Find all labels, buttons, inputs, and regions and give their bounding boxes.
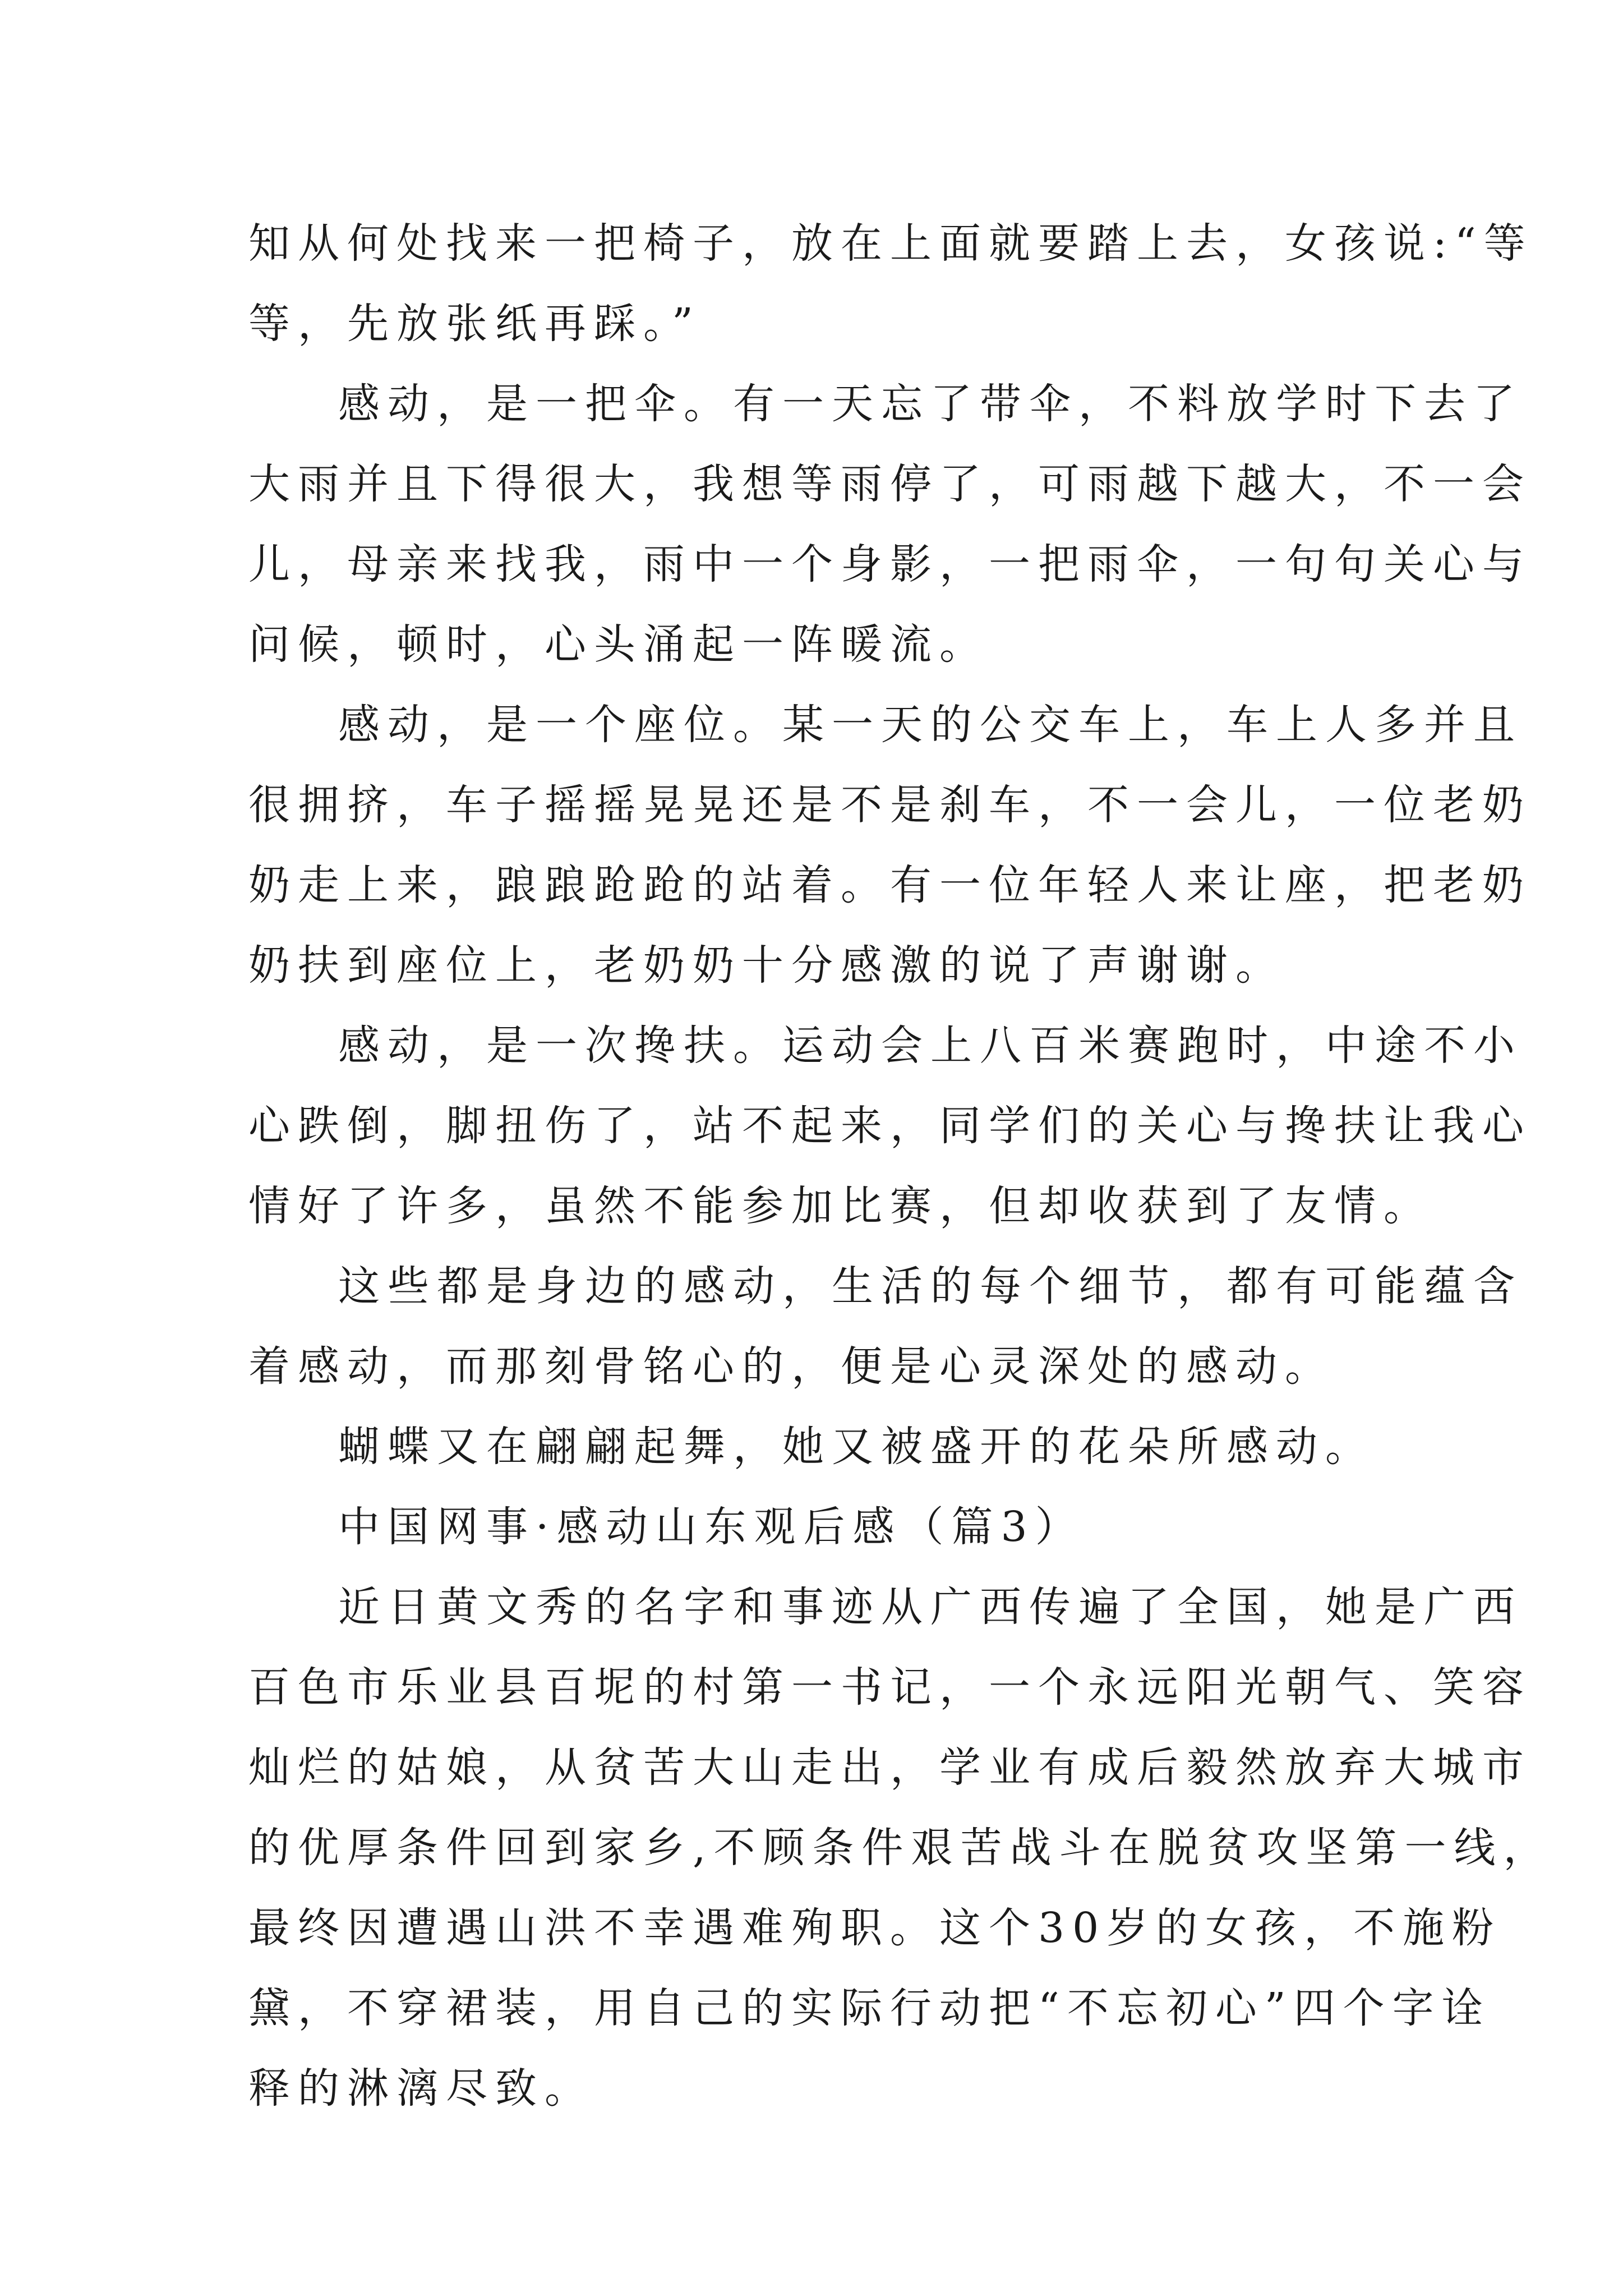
text-line: 问候，顿时，心头涌起一阵暖流。: [248, 620, 989, 669]
text-line: 感动，是一次搀扶。运动会上八百米赛跑时，中途不小: [338, 1022, 1523, 1070]
text-line: 感动，是一个座位。某一天的公交车上，车上人多并且: [338, 701, 1523, 749]
text-line: 百色市乐业县百坭的村第一书记，一个永远阳光朝气、笑容: [248, 1663, 1532, 1711]
text-line: 等，先放张纸再踩。”: [248, 300, 701, 348]
text-line: 情好了许多，虽然不能参加比赛，但却收获到了友情。: [248, 1182, 1433, 1230]
text-line: 心跌倒，脚扭伤了，站不起来，同学们的关心与搀扶让我心: [248, 1102, 1532, 1150]
text-line: 感动，是一把伞。有一天忘了带伞，不料放学时下去了: [338, 380, 1523, 428]
text-line: 大雨并且下得很大，我想等雨停了，可雨越下越大，不一会: [248, 460, 1532, 508]
text-line: 儿，母亲来找我，雨中一个身影，一把雨伞，一句句关心与: [248, 540, 1532, 588]
text-line: 的优厚条件回到家乡,不顾条件艰苦战斗在脱贫攻坚第一线，: [248, 1824, 1553, 1872]
text-line: 中国网事·感动山东观后感（篇3）: [338, 1503, 1085, 1551]
text-line: 奶走上来，踉踉跄跄的站着。有一位年轻人来让座，把老奶: [248, 861, 1532, 909]
text-line: 奶扶到座位上，老奶奶十分感激的说了声谢谢。: [248, 941, 1285, 990]
text-line: 着感动，而那刻骨铭心的，便是心灵深处的感动。: [248, 1342, 1334, 1391]
text-line: 这些都是身边的感动，生活的每个细节，都有可能蕴含: [338, 1262, 1523, 1310]
text-line: 灿烂的姑娘，从贫苦大山走出，学业有成后毅然放弃大城市: [248, 1743, 1532, 1792]
text-line: 黛，不穿裙装，用自己的实际行动把“不忘初心”四个字诠: [248, 1984, 1491, 2032]
text-line: 知从何处找来一把椅子，放在上面就要踏上去，女孩说:“等: [248, 219, 1533, 268]
body-text: [248, 204, 1553, 2129]
text-line: 蝴蝶又在翩翩起舞，她又被盛开的花朵所感动。: [338, 1423, 1375, 1471]
text-line: 最终因遭遇山洪不幸遇难殉职。这个30岁的女孩，不施粉: [248, 1904, 1502, 1952]
text-line: 近日黄文秀的名字和事迹从广西传遍了全国，她是广西: [338, 1583, 1523, 1631]
text-line: 很拥挤，车子摇摇晃晃还是不是刹车，不一会儿，一位老奶: [248, 781, 1532, 829]
text-line: 释的淋漓尽致。: [248, 2064, 594, 2113]
